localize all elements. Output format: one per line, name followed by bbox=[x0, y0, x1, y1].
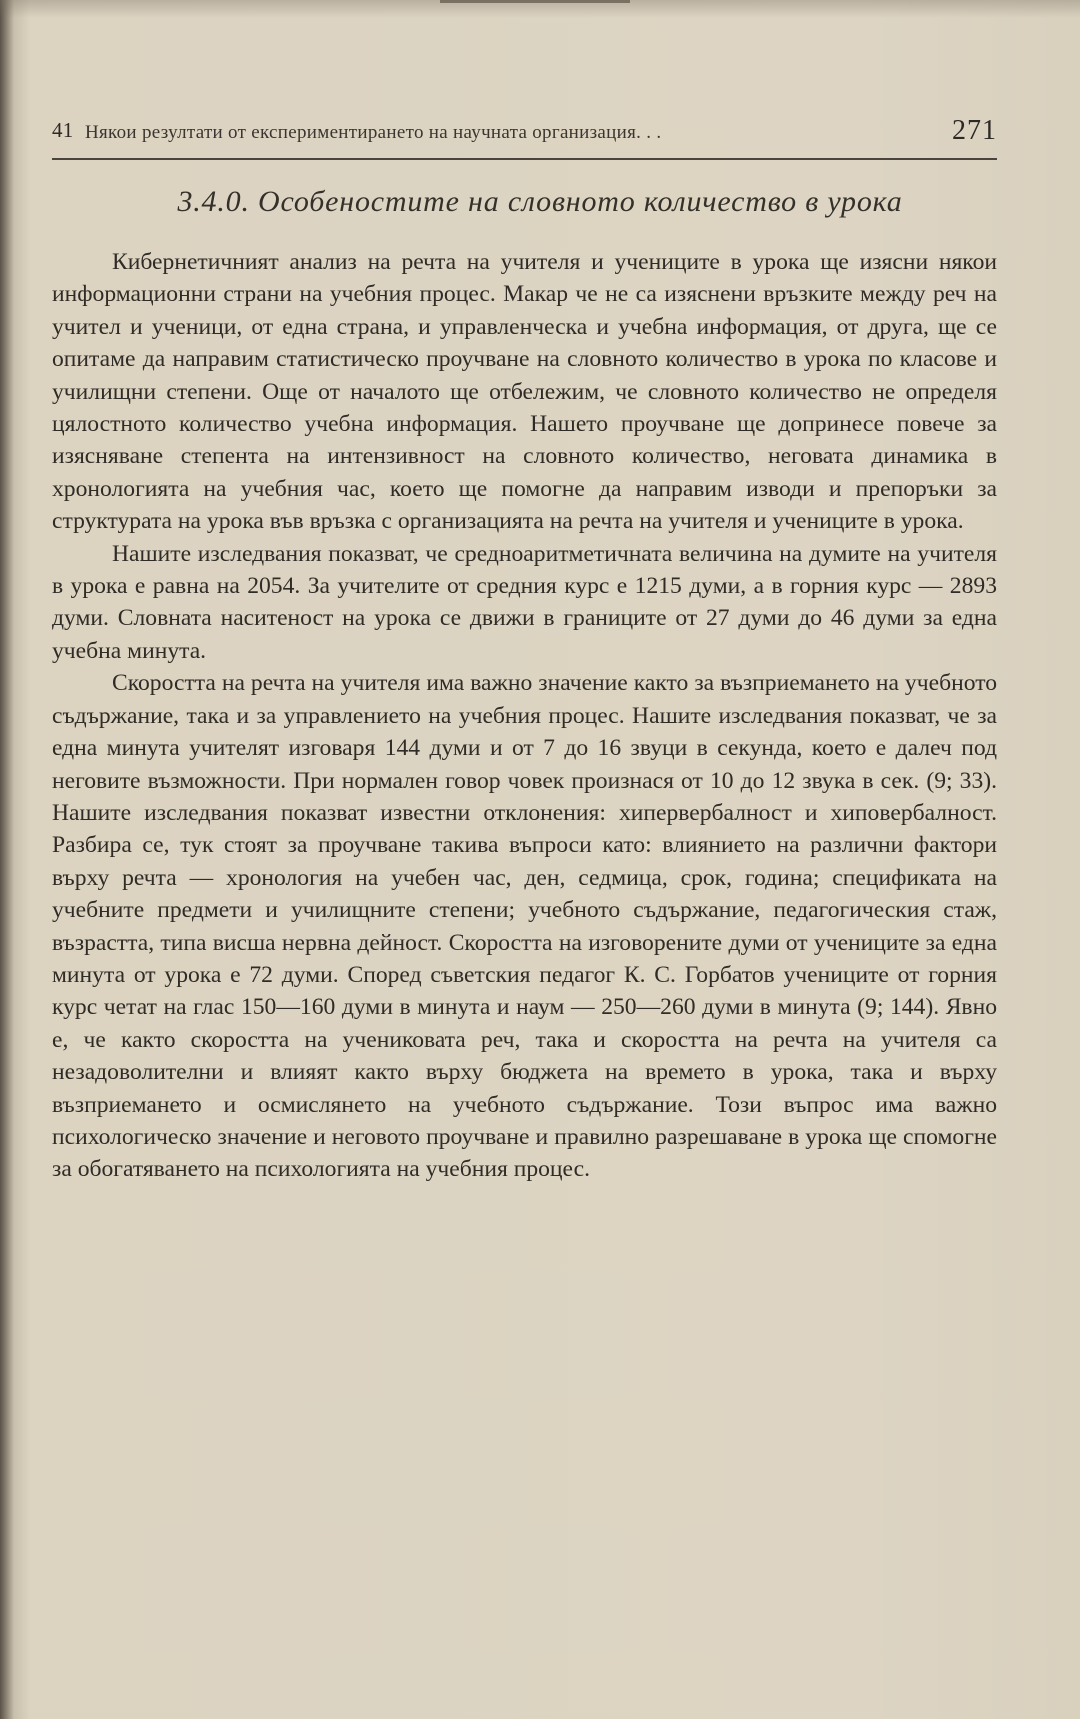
section-title: 3.4.0. Особеностите на словното количество в урока bbox=[177, 185, 903, 218]
paragraph: Кибернетичният анализ на речта на учителя и учениците в урока ще изясни някои информационни страни на учебния процес. Макар че не са изяснени връзките между реч на учител и ученици, от една страна, и управленческа и учебна информация, от друга, ще се опитаме да направим статистическо проучване на словното количество в урока по класове и училищни степени. Още от началото ще отбележим, че словното количество не определя цялостното количество учебна информация. Нашето проучване ще допринесе повече за изясняване степента на интензивност на словното количество, неговата динамика в хронологията на учебния час, което ще помогне да направим изводи и препоръки за структурата на урока във връзка с организацията на речта на учителя и учениците в урока. bbox=[52, 249, 997, 535]
header-rule bbox=[52, 158, 997, 160]
paragraph: Нашите изследвания показват, че средноаритметичната величина на думите на учителя в урока е равна на 2054. За учителите от средния курс е 1215 думи, а в горния курс — 2893 думи. Словната наситеност на урока се движи в границите от 27 думи до 46 думи за една учебна минута. bbox=[52, 540, 997, 664]
running-head-title: Някои резултати от експериментирането на научната организация. . . bbox=[85, 122, 662, 143]
page-top-mark bbox=[440, 0, 630, 3]
page-number: 271 bbox=[952, 115, 997, 146]
running-head bbox=[52, 112, 997, 152]
body-text bbox=[52, 246, 997, 1186]
chapter-number: 41 bbox=[52, 118, 74, 142]
paragraph: Скоростта на речта на учителя има важно значение както за възприемането на учебното съдържание, така и за управлението на учебния процес. Нашите изследвания показват, че за една минута учителят изговаря 144 думи и от 7 до 16 звуци в секунда, което е далеч под неговите възможности. При нормален говор човек произнася от 10 до 12 звука в сек. (9; 33). Нашите изследвания показват известни отклонения: хипервербалност и хиповербалност. Разбира се, тук стоят за проучване такива въпроси като: влиянието на различни фактори върху речта — хронология на учебен час, ден, седмица, срок, година; спецификата на учебните предмети и училищните степени; учебното съдържание, педагогическия стаж, възрастта, типа висша нервна дейност. Скоростта на изговорените думи от учениците за една минута от урока е 72 думи. Според съветския педагог К. С. Горбатов учениците от горния курс четат на глас 150—160 думи в минута и наум — 250—260 думи в минута (9; 144). Явно е, че както скоростта на учениковата реч, така и скоростта на речта на учителя са незадоволителни и влияят както върху бюджета на времето в урока, така и върху възприемането и осмислянето на учебното съдържание. Този въпрос има важно психологическо значение и неговото проучване и правилно разрешаване в урока ще спомогне за обогатяването на психологията на учебния процес. bbox=[52, 670, 997, 1183]
